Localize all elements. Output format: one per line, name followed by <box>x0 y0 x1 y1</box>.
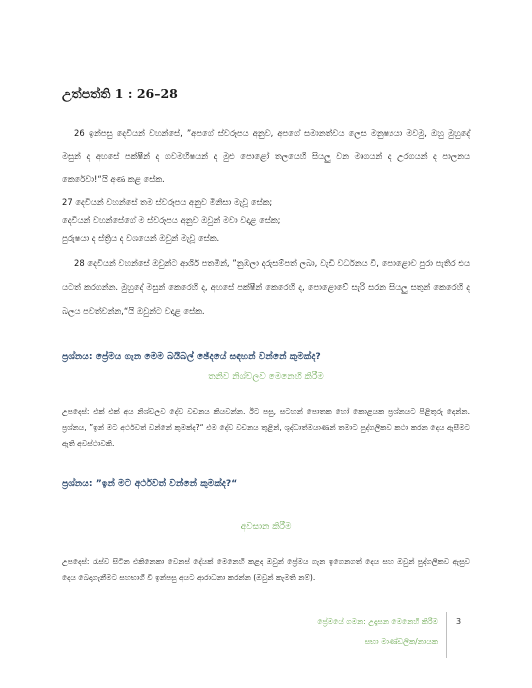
passage-heading: උත්පත්ති 1 : 26–28 <box>62 86 178 101</box>
instruction-1: උපදෙස්: එක් එක් අය නිශ්චලව දේව වචනය කියවන්න. ඊට පසු, සටහන් පොතක හෝ කොළයක ප්‍රශ්නයට පිළිතුරු දෙන්න. ප්‍රශ්නය, ”ඉන් මට අර්ථවත් වන්නේ කුමක්ද?“ එම දේව වචනය තුළින්, ශුද්ධාත්මයාණන් තමාට පුද්ගලිකව කථා කරන දෙය ඇසීමට ඇති අවස්ථාවකි. <box>62 407 470 448</box>
page-footer <box>240 612 438 652</box>
verse-27-line-1: 27 දෙවියන් වහන්සේ තම ස්වරූපය අනුව මිනිසා මැවූ සේක; <box>62 197 273 207</box>
verse-26: 26 ඉන්පසු දෙවියන් වහන්සේ, ”අපගේ ස්වරූපය අනුව, අපගේ සමානත්වය ලෙස මනුෂ්‍යයා මවමු, ඔහු මුහුදේ මසුන් ද අහසේ පක්ෂීන් ද ගවමහිෂයන් ද මුළු පොළෝ තලයෙහි සියලු වන මෘගයන් ද උරගයන් ද පාලනය කෙරේවා!“යි අණ කළ සේක. <box>62 128 470 184</box>
instruction-2: උපදෙස්: රැස්ව සිටින එකිනෙකා වෙනස් දේයක් මෙනෙහි කළද ඔවුන් ප්‍රේමය ගැන ඉගෙනගත් දෙය සහ ඔවුන් පුද්ගලිකව ඇසුව දෙය බෙදාගැනීමට සහභාගී වී ඉන්පසු අයට ආරාධනා කරන්න (ඔවුන් කැමති නම්). <box>62 557 470 582</box>
verse-27-line-3: පුරුෂයා ද ස්ත්‍රිය ද වශයෙන් ඔවුන් මැවූ සේක. <box>62 233 220 243</box>
page-number: 3 <box>456 617 462 626</box>
section-title-closing: අවසාන කිරීම <box>240 522 292 532</box>
footer-title: ප්‍රේමයේ ගමන: උදෑසන මෙනෙහි කිරීම <box>317 617 438 626</box>
footer-divider <box>446 612 447 658</box>
question-1: ප්‍රශ්නය: ප්‍රේමය ගැන මෙම බයිබල් ඡේදයේ සඳහන් වන්නේ කුමක්ද? <box>62 351 321 362</box>
verse-28: 28 දෙවියන් වහන්සේ ඔවුන්ට ආශිර් පතමින්, ”නුඹලා දරුසම්පත් ලබා, වැඩි වර්ධනය වී, පොළොව පුරා පැතිර එය යටත් කරගන්න. මුහුදේ මසුන් කෙරෙහි ද, අහසේ පක්ෂීන් කෙරෙහි ද, පොළොවේ සැරි සරන සියලු සතුන් කෙරෙහි ද බලය පවත්වන්න,“යි ඔවුන්ට වදාළ සේක. <box>62 258 470 316</box>
section-title-silent-meditation: තනිව නිශ්චලව මෙනෙහි කිරීම <box>208 372 324 382</box>
verse-27-line-2: දෙවියන් වහන්සේගේ ම ස්වරූපය අනුව ඔවුන් මවා වදාළ සේක; <box>62 215 281 225</box>
footer-subtitle: සභා මාණ්ඩලික/නායක <box>364 637 438 646</box>
scripture-passage <box>62 122 470 323</box>
question-2: ප්‍රශ්නය: ”ඉන් මට අර්ථවත් වන්නේ කුමක්ද?“ <box>62 478 238 489</box>
